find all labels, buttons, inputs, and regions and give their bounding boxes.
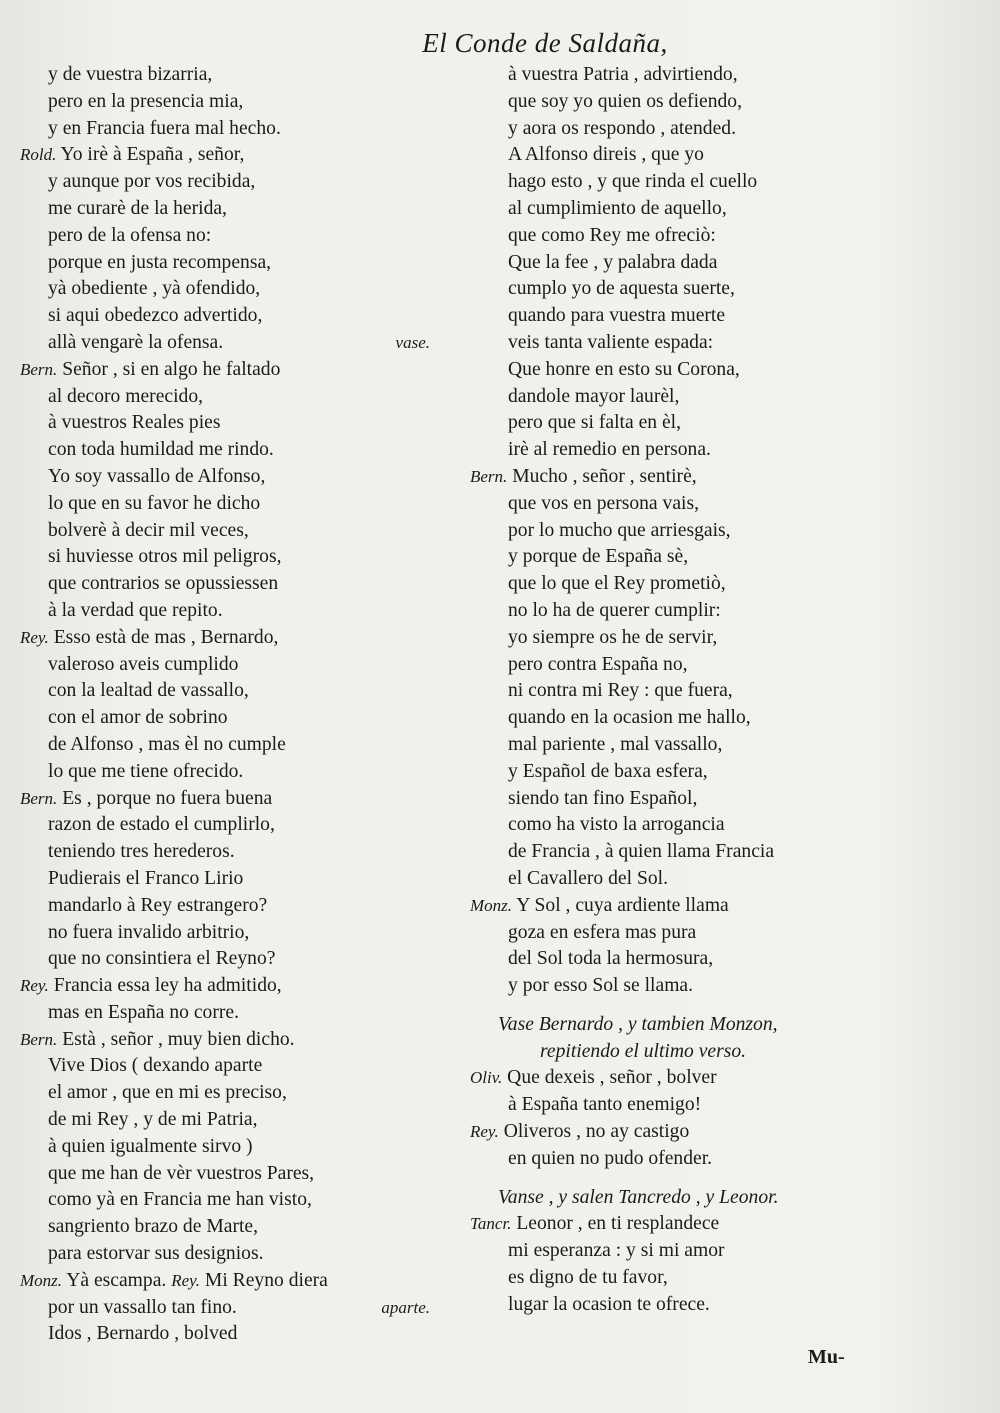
verse-text: mas en España no corre.: [48, 1001, 239, 1023]
verse-line: [20, 812, 480, 839]
verse-line: [20, 437, 480, 464]
aside-direction: aparte.: [381, 1297, 430, 1317]
verse-line: [20, 1295, 480, 1322]
verse-text: Mi Reyno diera: [204, 1269, 328, 1291]
verse-text: yà obediente , yà ofendido,: [48, 278, 261, 300]
verse-line: [20, 1027, 480, 1054]
verse-text: Y Sol , cuya ardiente llama: [516, 894, 729, 916]
verse-text: el amor , que en mi es preciso,: [48, 1082, 287, 1104]
verse-text: que soy yo quien os defiendo,: [508, 90, 742, 112]
verse-text: dandole mayor laurèl,: [508, 385, 680, 407]
verse-line: [470, 598, 870, 625]
verse-line: [470, 410, 870, 437]
verse-text: de mi Rey , y de mi Patria,: [48, 1109, 258, 1131]
verse-line: [20, 1161, 480, 1188]
verse-line: [20, 196, 480, 223]
verse-text: y aunque por vos recibida,: [48, 171, 256, 193]
verse-text: hago esto , y que rinda el cuello: [508, 171, 758, 193]
stanza-gap: [470, 1000, 870, 1012]
verse-text: al cumplimiento de aquello,: [508, 197, 727, 219]
verse-text: Francia essa ley ha admitido,: [53, 975, 282, 997]
verse-text: allà vengarè la ofensa.: [48, 331, 224, 353]
verse-line: [20, 1134, 480, 1161]
stage-direction: Vase Bernardo , y tambien Monzon,: [498, 1013, 778, 1035]
verse-line: [20, 866, 480, 893]
verse-text: Que dexeis , señor , bolver: [507, 1067, 717, 1089]
verse-text: si aqui obedezco advertido,: [48, 305, 263, 327]
verse-line: [20, 384, 480, 411]
verse-line: [20, 169, 480, 196]
verse-text: à vuestros Reales pies: [48, 412, 221, 434]
verse-text: veis tanta valiente espada:: [508, 331, 714, 353]
verse-line: [470, 491, 870, 518]
verse-line: [20, 1000, 480, 1027]
speaker-name: Bern.: [20, 1029, 58, 1049]
verse-text: de Alfonso , mas èl no cumple: [48, 733, 286, 755]
verse-text: que me han de vèr vuestros Pares,: [48, 1162, 315, 1184]
speaker-name: Monz.: [20, 1270, 63, 1290]
verse-line: [470, 330, 870, 357]
verse-text: de Francia , à quien llama Francia: [508, 841, 775, 863]
speaker-name: Rey.: [20, 976, 49, 996]
verse-text: razon de estado el cumplirlo,: [48, 814, 275, 836]
verse-line: [470, 652, 870, 679]
verse-text: lo que en su favor he dicho: [48, 492, 261, 514]
verse-text: à quien igualmente sirvo ): [48, 1135, 253, 1157]
verse-text: yo siempre os he de servir,: [508, 626, 718, 648]
verse-text: me curarè de la herida,: [48, 197, 227, 219]
verse-text: del Sol toda la hermosura,: [508, 948, 714, 970]
verse-text: pero en la presencia mia,: [48, 90, 244, 112]
verse-line: [470, 1119, 870, 1146]
verse-text: como yà en Francia me han visto,: [48, 1189, 312, 1211]
verse-text: con la lealtad de vassallo,: [48, 680, 249, 702]
verse-line: [20, 223, 480, 250]
verse-text: quando para vuestra muerte: [508, 305, 726, 327]
verse-line: [470, 1012, 870, 1039]
verse-line: [470, 759, 870, 786]
verse-text: siendo tan fino Español,: [508, 787, 698, 809]
verse-text: à la verdad que repito.: [48, 599, 223, 621]
verse-text: como ha visto la arrogancia: [508, 814, 725, 836]
speaker-name: Bern.: [470, 466, 508, 486]
verse-line: [20, 357, 480, 384]
right-column: [470, 62, 870, 1319]
verse-line: [20, 705, 480, 732]
verse-line: [470, 946, 870, 973]
verse-text: que como Rey me ofreciò:: [508, 224, 716, 246]
verse-text: mandarlo à Rey estrangero?: [48, 894, 268, 916]
speaker-name: Rold.: [20, 145, 57, 165]
verse-text: Que la fee , y palabra dada: [508, 251, 718, 273]
verse-line: [20, 571, 480, 598]
verse-text: valeroso aveis cumplido: [48, 653, 239, 675]
verse-line: [470, 303, 870, 330]
verse-text: mi esperanza : y si mi amor: [508, 1240, 725, 1262]
verse-line: [20, 973, 480, 1000]
verse-line: [470, 1265, 870, 1292]
verse-text: Mucho , señor , sentirè,: [512, 465, 697, 487]
verse-line: [470, 1185, 870, 1212]
verse-line: [20, 839, 480, 866]
verse-line: [20, 786, 480, 813]
verse-line: [470, 384, 870, 411]
verse-line: [470, 196, 870, 223]
verse-text: Que honre en esto su Corona,: [508, 358, 740, 380]
speaker-name: Rey.: [171, 1270, 200, 1290]
speaker-name: Monz.: [470, 895, 513, 915]
verse-line: [470, 357, 870, 384]
verse-text: A Alfonso direis , que yo: [508, 144, 704, 166]
verse-text: Es , porque no fuera buena: [62, 787, 273, 809]
verse-text: en quien no pudo ofender.: [508, 1147, 713, 1169]
verse-line: [20, 946, 480, 973]
verse-text: con toda humildad me rindo.: [48, 439, 274, 461]
verse-line: [470, 1211, 870, 1238]
verse-line: [470, 920, 870, 947]
verse-text: bolverè à decir mil veces,: [48, 519, 249, 541]
verse-text: Està , señor , muy bien dicho.: [62, 1028, 295, 1050]
verse-line: [20, 250, 480, 277]
verse-text: goza en esfera mas pura: [508, 921, 697, 943]
verse-line: [20, 1321, 480, 1348]
verse-line: [20, 1053, 480, 1080]
verse-line: [470, 544, 870, 571]
verse-text: que no consintiera el Reyno?: [48, 948, 276, 970]
verse-text: y aora os respondo , atended.: [508, 117, 736, 139]
verse-text: con el amor de sobrino: [48, 707, 228, 729]
verse-line: [470, 625, 870, 652]
verse-line: [20, 625, 480, 652]
verse-line: [20, 464, 480, 491]
verse-line: [470, 437, 870, 464]
verse-line: [470, 1092, 870, 1119]
verse-line: [20, 491, 480, 518]
verse-text: si huviesse otros mil peligros,: [48, 546, 282, 568]
verse-text: pero que si falta en èl,: [508, 412, 682, 434]
verse-text: y Español de baxa esfera,: [508, 760, 708, 782]
verse-line: [20, 1241, 480, 1268]
speaker-name: Oliv.: [470, 1068, 503, 1088]
verse-line: [20, 544, 480, 571]
stage-direction: repitiendo el ultimo verso.: [540, 1040, 747, 1062]
verse-line: [20, 330, 480, 357]
verse-line: [470, 169, 870, 196]
verse-line: [470, 1065, 870, 1092]
verse-text: por lo mucho que arriesgais,: [508, 519, 731, 541]
verse-text: que vos en persona vais,: [508, 492, 699, 514]
speaker-name: Rey.: [20, 627, 49, 647]
verse-text: al decoro merecido,: [48, 385, 204, 407]
verse-line: [470, 464, 870, 491]
verse-line: [20, 678, 480, 705]
verse-text: que lo que el Rey prometiò,: [508, 573, 726, 595]
verse-text: Vive Dios ( dexando aparte: [48, 1055, 263, 1077]
verse-text: pero de la ofensa no:: [48, 224, 212, 246]
verse-text: à España tanto enemigo!: [508, 1094, 702, 1116]
verse-line: [470, 973, 870, 1000]
verse-line: [20, 518, 480, 545]
verse-line: [20, 142, 480, 169]
verse-line: [20, 89, 480, 116]
verse-line: [470, 223, 870, 250]
verse-line: [470, 678, 870, 705]
verse-line: [20, 276, 480, 303]
verse-line: [470, 518, 870, 545]
verse-line: [470, 1238, 870, 1265]
speaker-name: Tancr.: [470, 1214, 512, 1234]
verse-line: [20, 1107, 480, 1134]
verse-text: à vuestra Patria , advirtiendo,: [508, 64, 738, 85]
verse-line: [470, 571, 870, 598]
verse-line: [470, 732, 870, 759]
verse-text: ni contra mi Rey : que fuera,: [508, 680, 733, 702]
verse-line: [470, 89, 870, 116]
verse-text: el Cavallero del Sol.: [508, 867, 668, 889]
verse-text: Oliveros , no ay castigo: [503, 1121, 690, 1143]
verse-text: Esso està de mas , Bernardo,: [53, 626, 279, 648]
verse-line: [20, 732, 480, 759]
stanza-gap: [470, 1173, 870, 1185]
verse-text: y de vuestra bizarria,: [48, 64, 213, 85]
verse-text: Yà escampa.: [66, 1269, 167, 1291]
verse-line: [470, 786, 870, 813]
verse-line: [20, 598, 480, 625]
catchword: Mu-: [808, 1346, 845, 1368]
verse-text: pero contra España no,: [508, 653, 688, 675]
verse-text: no lo ha de querer cumplir:: [508, 599, 721, 621]
verse-line: [20, 116, 480, 143]
verse-line: [470, 893, 870, 920]
verse-text: y por esso Sol se llama.: [508, 975, 694, 997]
verse-text: que contrarios se opussiessen: [48, 573, 279, 595]
verse-text: cumplo yo de aquesta suerte,: [508, 278, 735, 300]
verse-text: sangriento brazo de Marte,: [48, 1216, 259, 1238]
page-title: [0, 28, 1000, 59]
verse-text: mal pariente , mal vassallo,: [508, 733, 723, 755]
verse-line: [20, 1080, 480, 1107]
verse-line: [20, 920, 480, 947]
verse-text: porque en justa recompensa,: [48, 251, 272, 273]
stage-direction: Vanse , y salen Tancredo , y Leonor.: [498, 1186, 779, 1208]
verse-line: [20, 62, 480, 89]
verse-text: teniendo tres herederos.: [48, 841, 235, 863]
verse-line: [470, 1292, 870, 1319]
verse-line: [470, 1039, 870, 1066]
verse-text: Señor , si en algo he faltado: [62, 358, 281, 380]
verse-text: y en Francia fuera mal hecho.: [48, 117, 281, 139]
aside-direction: vase.: [395, 332, 430, 352]
verse-line: [470, 866, 870, 893]
verse-line: [470, 276, 870, 303]
left-column: [20, 62, 480, 1348]
verse-line: [20, 410, 480, 437]
verse-line: [470, 812, 870, 839]
verse-line: [20, 1214, 480, 1241]
verse-line: [20, 1187, 480, 1214]
verse-text: es digno de tu favor,: [508, 1267, 668, 1289]
verse-line: [20, 303, 480, 330]
speaker-name: Rey.: [470, 1122, 499, 1142]
verse-line: [470, 1146, 870, 1173]
verse-text: para estorvar sus designios.: [48, 1243, 264, 1265]
verse-text: por un vassallo tan fino.: [48, 1296, 237, 1318]
verse-line: [470, 142, 870, 169]
verse-line: [20, 1268, 480, 1295]
verse-line: [20, 759, 480, 786]
verse-text: irè al remedio en persona.: [508, 439, 711, 461]
verse-line: [470, 116, 870, 143]
running-title: El Conde de Saldaña,: [422, 28, 668, 58]
verse-line: [470, 62, 870, 89]
verse-text: Pudierais el Franco Lirio: [48, 867, 244, 889]
verse-text: Leonor , en ti resplandece: [516, 1213, 720, 1235]
verse-text: no fuera invalido arbitrio,: [48, 921, 250, 943]
verse-line: [470, 839, 870, 866]
verse-text: lugar la ocasion te ofrece.: [508, 1293, 710, 1315]
verse-text: y porque de España sè,: [508, 546, 689, 568]
verse-line: [470, 250, 870, 277]
verse-text: quando en la ocasion me hallo,: [508, 707, 751, 729]
verse-text: Yo irè à España , señor,: [60, 144, 245, 166]
verse-text: Yo soy vassallo de Alfonso,: [48, 465, 266, 487]
verse-text: Idos , Bernardo , bolved: [48, 1323, 238, 1345]
verse-line: [20, 893, 480, 920]
verse-text: lo que me tiene ofrecido.: [48, 760, 244, 782]
verse-line: [470, 705, 870, 732]
verse-line: [20, 652, 480, 679]
speaker-name: Bern.: [20, 359, 58, 379]
speaker-name: Bern.: [20, 788, 58, 808]
